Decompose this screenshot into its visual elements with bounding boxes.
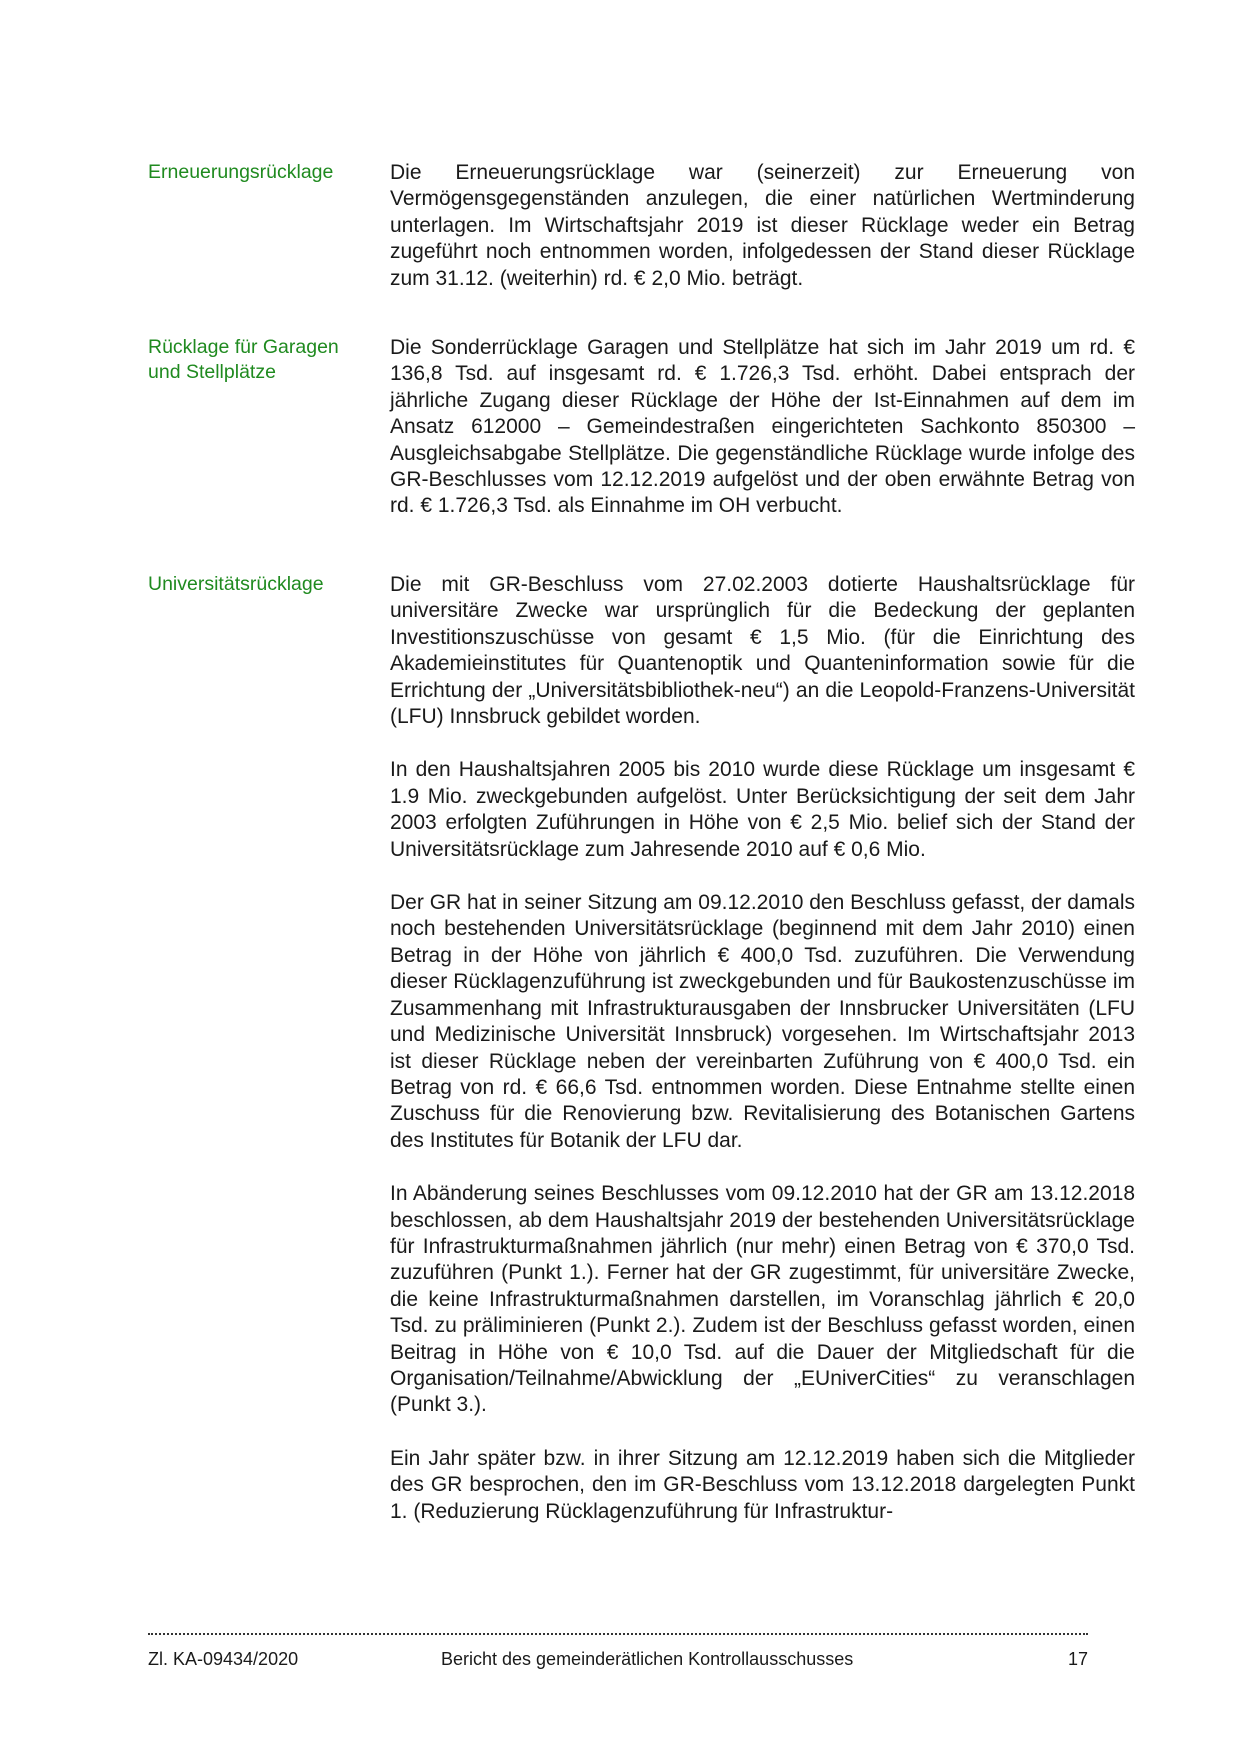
paragraph: In Abänderung seines Beschlusses vom 09.12.2010 hat der GR am 13.12.2018 beschlossen, ab dem Haushaltsjahr 2019 der bestehenden Universitätsrücklage für Infrastrukturmaßnahmen jährlich (nur mehr) einen Betrag von € 370,0 Tsd. zuzuführen (Punkt 1.). Ferner hat der GR zugestimmt, für universitäre Zwecke, die keine Infrastrukturmaßnahmen darstellen, im Voranschlag jährlich € 20,0 Tsd. zu präliminieren (Punkt 2.). Zudem ist der Beschluss gefasst worden, einen Beitrag in Höhe von € 10,0 Tsd. auf die Dauer der Mitgliedschaft für die Organisation/Teilnahme/Abwicklung der „EUniverCities“ zu veranschlagen (Punkt 3.). — [390, 1182, 1135, 1417]
side-label: Universitätsrücklage — [148, 573, 324, 595]
side-label: Rücklage für Garagen und Stellplätze — [148, 336, 339, 383]
paragraph: Die Erneuerungsrücklage war (seinerzeit) zur Erneuerung von Vermögensgegenständen anzulegen, die einer natürlichen Wertminderung unterlagen. Im Wirtschaftsjahr 2019 ist dieser Rücklage weder ein Betrag zugeführt noch entnommen worden, infolgedessen der Stand dieser Rücklage zum 31.12. (weiterhin) rd. € 2,0 Mio. beträgt. — [390, 161, 1135, 290]
paragraph: Der GR hat in seiner Sitzung am 09.12.2010 den Beschluss gefasst, der damals noch bestehenden Universitätsrücklage (beginnend mit dem Jahr 2010) einen Betrag in der Höhe von jährlich € 400,0 Tsd. zuzuführen. Die Verwendung dieser Rücklagenzuführung ist zweckgebunden und für Baukostenzuschüsse im Zusammenhang mit Infrastrukturausgaben der Innsbrucker Universitäten (LFU und Medizinische Universität Innsbruck) vorgesehen. Im Wirtschaftsjahr 2013 ist dieser Rücklage neben der vereinbarten Zuführung von € 400,0 Tsd. ein Betrag von rd. € 66,6 Tsd. entnommen worden. Diese Entnahme stellte einen Zuschuss für die Renovierung bzw. Revitalisierung des Botanischen Gartens des Institutes für Botanik der LFU dar. — [390, 891, 1135, 1152]
side-label: Erneuerungsrücklage — [148, 161, 334, 183]
footer-title: Bericht des gemeinderätlichen Kontrollausschusses — [441, 1649, 854, 1669]
page-number: 17 — [1067, 1649, 1088, 1669]
footer-reference: Zl. KA-09434/2020 — [148, 1649, 299, 1669]
paragraph: Ein Jahr später bzw. in ihrer Sitzung am 12.12.2019 haben sich die Mitglieder des GR besprochen, den im GR-Beschluss vom 13.12.2018 dargelegten Punkt 1. (Reduzierung Rücklagenzuführung für Infrastruktur- — [390, 1446, 1135, 1523]
section-body — [390, 160, 1135, 319]
section-body — [390, 335, 1135, 547]
footer-divider — [148, 1633, 1088, 1635]
paragraph: Die Sonderrücklage Garagen und Stellplätze hat sich im Jahr 2019 um rd. € 136,8 Tsd. auf insgesamt rd. € 1.726,3 Tsd. erhöht. Dabei entsprach der jährliche Zugang dieser Rücklage der Höhe der Ist-Einnahmen auf dem im Ansatz 612000 – Gemeindestraßen eingerichteten Sachkonto 850300 – Ausgleichsabgabe Stellplätze. Die gegenständliche Rücklage wurde infolge des GR-Beschlusses vom 12.12.2019 aufgelöst und der oben erwähnte Betrag von rd. € 1.726,3 Tsd. als Einnahme im OH verbucht. — [390, 336, 1135, 518]
page-footer — [148, 1647, 1088, 1673]
section-body — [390, 572, 1135, 1552]
paragraph: Die mit GR-Beschluss vom 27.02.2003 dotierte Haushaltsrücklage für universitäre Zwecke war ursprünglich für die Bedeckung der geplanten Investitionszuschüsse von gesamt € 1,5 Mio. (für die Einrichtung des Akademieinstitutes für Quantenoptik und Quanteninformation sowie für die Errichtung der „Universitätsbibliothek-neu“) an die Leopold-Franzens-Universität (LFU) Innsbruck gebildet worden. — [390, 573, 1135, 729]
paragraph: In den Haushaltsjahren 2005 bis 2010 wurde diese Rücklage um insgesamt € 1.9 Mio. zweckgebunden aufgelöst. Unter Berücksichtigung der seit dem Jahr 2003 erfolgten Zuführungen in Höhe von € 2,5 Mio. belief sich der Stand der Universitätsrücklage zum Jahresende 2010 auf € 0,6 Mio. — [390, 758, 1135, 861]
